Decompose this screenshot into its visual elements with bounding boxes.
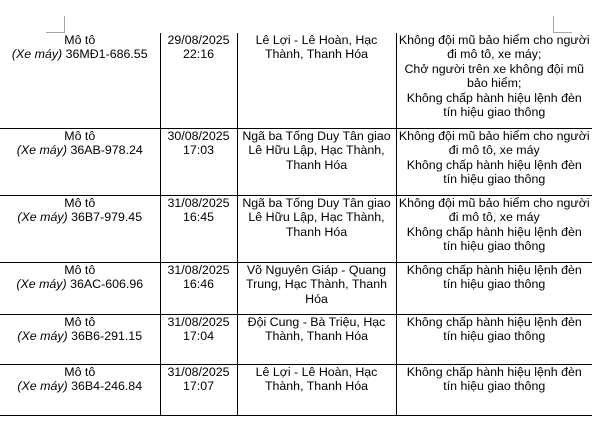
violation-cell [396, 315, 592, 365]
location-cell [237, 129, 396, 196]
vehicle-class: (Xe máy) [17, 329, 68, 344]
violation-text: Không chấp hành hiệu lệnh đèn tín hiệu giao thông [406, 90, 582, 120]
violation-cell [396, 365, 592, 416]
vehicle-class: (Xe máy) [16, 277, 67, 292]
violation-location: Lê Lợi - Lê Hoàn, Hạc Thành, Thanh Hóa [255, 365, 378, 394]
vehicle-cell [0, 365, 160, 416]
violation-time: 17:03 [182, 143, 214, 158]
violation-time: 17:04 [182, 329, 214, 344]
license-plate: 36B4-246.84 [71, 379, 143, 394]
violation-cell [396, 263, 592, 315]
license-plate: 36MĐ1-686.55 [65, 47, 148, 62]
vehicle-class: (Xe máy) [17, 210, 68, 225]
violation-time: 16:45 [182, 210, 214, 225]
vehicle-cell [0, 33, 160, 129]
violation-date: 31/08/2025 [167, 196, 230, 210]
violation-time: 22:16 [182, 47, 214, 62]
location-cell [237, 263, 396, 315]
datetime-cell [160, 196, 237, 263]
vehicle-cell [0, 263, 160, 315]
violation-date: 30/08/2025 [167, 129, 230, 143]
violation-location: Ngã ba Tống Duy Tân giao Lê Hữu Lập, Hạc Thành, Thanh Hóa [242, 129, 391, 172]
vehicle-class: (Xe máy) [11, 47, 63, 62]
datetime-cell [160, 365, 237, 416]
vehicle-type: Mô tô [64, 129, 96, 143]
violation-text: Không chấp hành hiệu lệnh đèn tín hiệu giao thông [406, 224, 582, 254]
violation-time: 17:07 [182, 379, 214, 394]
location-cell [237, 33, 396, 129]
violation-text: Chở người trên xe không đội mũ bảo hiểm; [404, 61, 585, 91]
location-cell [237, 315, 396, 365]
license-plate: 36B7-979.45 [71, 210, 143, 225]
violation-text: Không chấp hành hiệu lệnh đèn tín hiệu giao thông [406, 263, 582, 292]
violation-cell [396, 196, 592, 263]
datetime-cell [160, 263, 237, 315]
vehicle-type: Mô tô [64, 196, 96, 210]
table-row [0, 129, 592, 196]
violation-cell [396, 33, 592, 129]
table-row [0, 33, 592, 129]
vehicle-class: (Xe máy) [17, 379, 68, 394]
violation-text: Không chấp hành hiệu lệnh đèn tín hiệu giao thông [406, 157, 582, 187]
vehicle-type: Mô tô [64, 263, 96, 277]
vehicle-class: (Xe máy) [16, 143, 67, 158]
violation-date: 29/08/2025 [167, 33, 230, 47]
datetime-cell [160, 315, 237, 365]
violation-text: Không đội mũ bảo hiểm cho người đi mô tô, xe máy [398, 196, 590, 225]
violation-location: Đội Cung - Bà Triệu, Hạc Thành, Thanh Hóa [247, 315, 386, 344]
violation-location: Lê Lợi - Lê Hoàn, Hạc Thành, Thanh Hóa [255, 33, 378, 62]
violation-date: 31/08/2025 [167, 263, 230, 277]
datetime-cell [160, 129, 237, 196]
violations-table [0, 33, 592, 416]
vehicle-type: Mô tô [64, 33, 96, 47]
violation-text: Không chấp hành hiệu lệnh đèn tín hiệu giao thông [406, 315, 582, 344]
violation-location: Ngã ba Tống Duy Tân giao Lê Hữu Lập, Hạc Thành, Thanh Hóa [242, 196, 391, 239]
page-corner-mark-top-right [553, 16, 572, 33]
vehicle-cell [0, 129, 160, 196]
violation-date: 31/08/2025 [167, 315, 230, 329]
license-plate: 36AC-606.96 [70, 277, 144, 292]
table-row [0, 263, 592, 315]
table-row [0, 365, 592, 416]
violation-time: 16:46 [182, 277, 214, 292]
table-row [0, 315, 592, 365]
violation-date: 31/08/2025 [167, 365, 230, 379]
vehicle-type: Mô tô [64, 315, 96, 329]
datetime-cell [160, 33, 237, 129]
violation-text: Không đội mũ bảo hiểm cho người đi mô tô, xe máy [398, 129, 590, 158]
license-plate: 36B6-291.15 [71, 329, 143, 344]
vehicle-cell [0, 315, 160, 365]
violation-location: Võ Nguyên Giáp - Quang Trung, Hạc Thành, Thanh Hóa [246, 263, 387, 306]
license-plate: 36AB-978.24 [70, 143, 143, 158]
violation-text: Không chấp hành hiệu lệnh đèn tín hiệu giao thông [406, 365, 582, 394]
location-cell [237, 365, 396, 416]
location-cell [237, 196, 396, 263]
violation-cell [396, 129, 592, 196]
violation-text: Không đội mũ bảo hiểm cho người đi mô tô, xe máy; [398, 33, 590, 62]
page-corner-mark-top-left [46, 16, 65, 33]
vehicle-cell [0, 196, 160, 263]
table-row [0, 196, 592, 263]
vehicle-type: Mô tô [64, 365, 96, 379]
